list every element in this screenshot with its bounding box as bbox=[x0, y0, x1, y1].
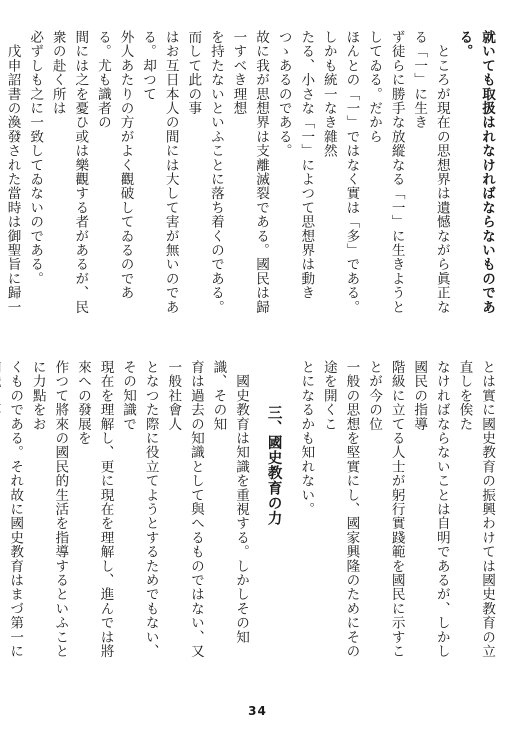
text-line: ところが現在の思想界は遺憾ながら眞正なる「一」に生き bbox=[411, 30, 450, 314]
text-line: はお互日本人の間には大して害が無いのである。却つて bbox=[140, 30, 179, 314]
text-line: 現在を理解し、更に現在を理解し、進んでは將來への發展を bbox=[74, 360, 114, 659]
text-line: なければならないことは自明であるが、しかし國民の指導 bbox=[411, 360, 450, 659]
text-line: 戊申詔書の渙發された當時は御聖旨に歸一 bbox=[4, 44, 21, 314]
section-heading: 三、國史教育の力 bbox=[265, 405, 283, 526]
text-line: とは實に國史教育の振興わけては國史教育の立直しを俟た bbox=[456, 360, 495, 659]
text-line: とになるかも知れない。 bbox=[298, 360, 315, 517]
text-line: 階級に立てる人士が躬行實踐範を國民に示すことが今の位 bbox=[366, 360, 405, 659]
text-line: 必ずしも之に一致してゐないのである。 bbox=[27, 30, 44, 286]
text-line: となつた際に役立てようとするためでもない、その知識で bbox=[120, 360, 159, 659]
text-line: 國史教育は知識を重視する。しかしその知識、その知 bbox=[210, 360, 250, 644]
text-line: 外人あたりの方がよく觀破してゐるのである。尤も識者の bbox=[94, 30, 134, 300]
lower-text-block bbox=[7, 360, 498, 665]
text-line: ほんとの「一」ではなく實は「多」である。しかも統一なき雜然 bbox=[320, 30, 360, 314]
text-line: 就いても取扱はれなければならないものである。 bbox=[456, 30, 495, 314]
text-line: 作つて將來の國民的生活を指導するといふことに力點をお bbox=[29, 360, 69, 659]
text-line: 間には之を憂ひ或は樂觀する者があるが、民衆の赴く所は bbox=[49, 30, 89, 314]
upper-text-block bbox=[4, 30, 498, 317]
text-line: ず徒らに勝手な放縱なる「一」に生きようとしてゐる。だから bbox=[366, 30, 405, 314]
text-line: たる、小さな「一」によつて思想界は動きつゝあるのである。 bbox=[275, 30, 315, 300]
page-number: 34 bbox=[248, 704, 267, 718]
text-line: 一般の思想を堅實にし、國家興隆のためにその途を開くこ bbox=[320, 360, 360, 659]
text-line: くものである。それ故に國史教育はまづ第一に bbox=[7, 360, 24, 659]
text-line: を持たないといふことに落ち着くのである。而して此の事 bbox=[185, 30, 224, 314]
text-line: 育は過去の知識として與へるものではない、又一般社會人 bbox=[165, 360, 204, 659]
text-line: 故に我が思想界は支離滅裂である。國民は歸一すべき理想 bbox=[230, 30, 270, 314]
